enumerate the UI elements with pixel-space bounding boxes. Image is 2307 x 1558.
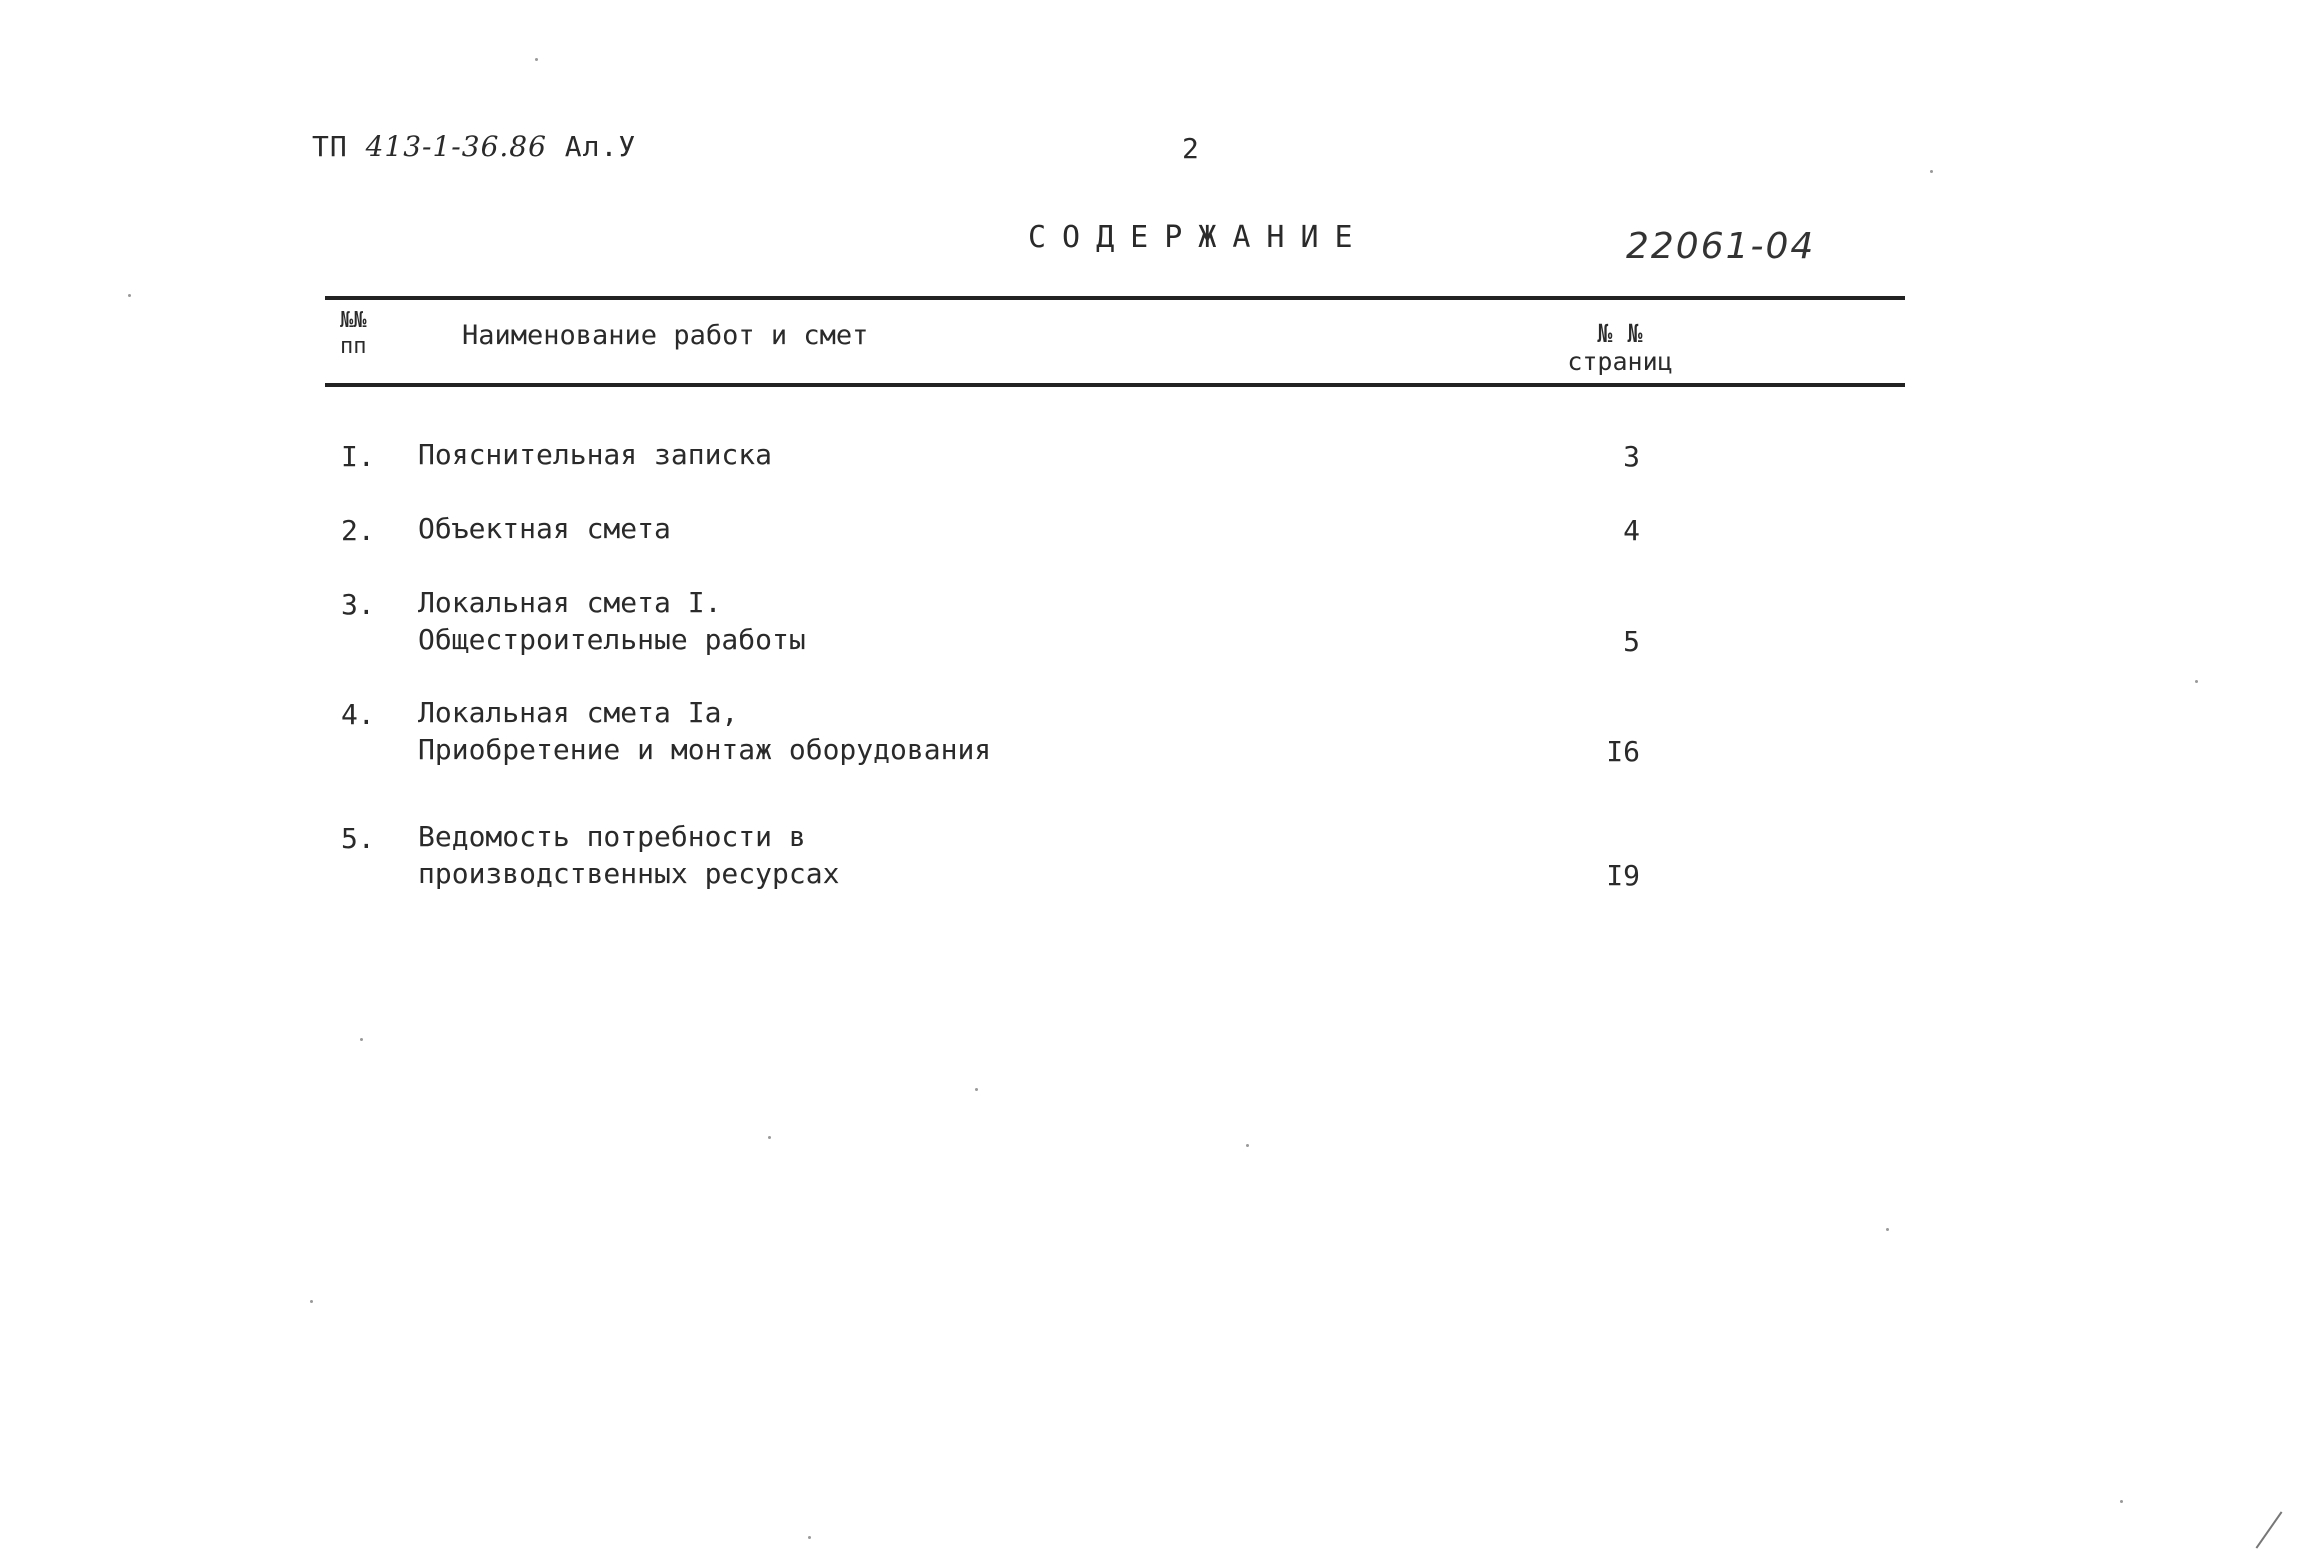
row-2-name: [418, 510, 671, 547]
column-header-number: [340, 308, 367, 360]
row-3-number: 3.: [341, 588, 375, 621]
column-header-number-line1: №№: [340, 308, 367, 333]
scan-speck: [2195, 680, 2198, 683]
row-3-name: [418, 584, 806, 658]
scan-speck: [2120, 1500, 2123, 1503]
handwritten-stamp: 22061-04: [1626, 226, 1816, 267]
row-1-name-line1: Пояснительная записка: [418, 438, 773, 471]
row-5-name-line1: Ведомость потребности в: [418, 820, 806, 853]
scan-speck: [1930, 170, 1933, 173]
row-2-name-line1: Объектная смета: [418, 512, 671, 545]
row-2-page: 4: [1623, 514, 1640, 547]
scan-speck: [1246, 1144, 1249, 1147]
scan-speck: [1886, 1228, 1889, 1231]
table-header-bottom-rule: [325, 383, 1905, 387]
code-suffix: Ал.У: [564, 130, 637, 163]
scan-speck: [128, 294, 131, 297]
scan-scratch: [2256, 1511, 2283, 1548]
row-1-page: 3: [1623, 440, 1640, 473]
column-header-name: Наименование работ и смет: [462, 320, 869, 351]
scan-speck: [360, 1038, 363, 1041]
row-4-page: I6: [1606, 735, 1640, 768]
page-number: 2: [1182, 132, 1199, 165]
row-3-page: 5: [1623, 625, 1640, 658]
row-2-number: 2.: [341, 514, 375, 547]
row-5-name-line2: производственных ресурсах: [418, 857, 840, 890]
column-header-number-line2: пп: [340, 334, 367, 359]
scan-speck: [808, 1536, 811, 1539]
row-5-name: [418, 818, 839, 892]
column-header-pages-line1: № №: [1597, 319, 1643, 348]
scan-speck: [310, 1300, 313, 1303]
code-prefix: ТП: [312, 130, 348, 163]
row-4-name-line1: Локальная смета Iа,: [418, 696, 739, 729]
row-3-name-line1: Локальная смета I.: [418, 586, 722, 619]
scan-speck: [535, 58, 538, 61]
row-5-page: I9: [1606, 859, 1640, 892]
row-5-number: 5.: [341, 822, 375, 855]
row-4-name-line2: Приобретение и монтаж оборудования: [418, 733, 992, 766]
document-code: [312, 130, 636, 163]
row-4-number: 4.: [341, 698, 375, 731]
table-top-rule: [325, 296, 1905, 300]
row-1-number: I.: [341, 440, 375, 473]
row-4-name: [418, 694, 991, 768]
scan-speck: [768, 1136, 771, 1139]
row-3-name-line2: Общестроительные работы: [418, 623, 806, 656]
code-handwritten: 413-1-36.86: [365, 130, 547, 163]
column-header-pages-line2: страниц: [1567, 347, 1673, 376]
row-1-name: [418, 436, 772, 473]
page-title: СОДЕРЖАНИЕ: [1028, 220, 1369, 255]
column-header-pages: [1560, 320, 1680, 376]
scan-speck: [975, 1088, 978, 1091]
